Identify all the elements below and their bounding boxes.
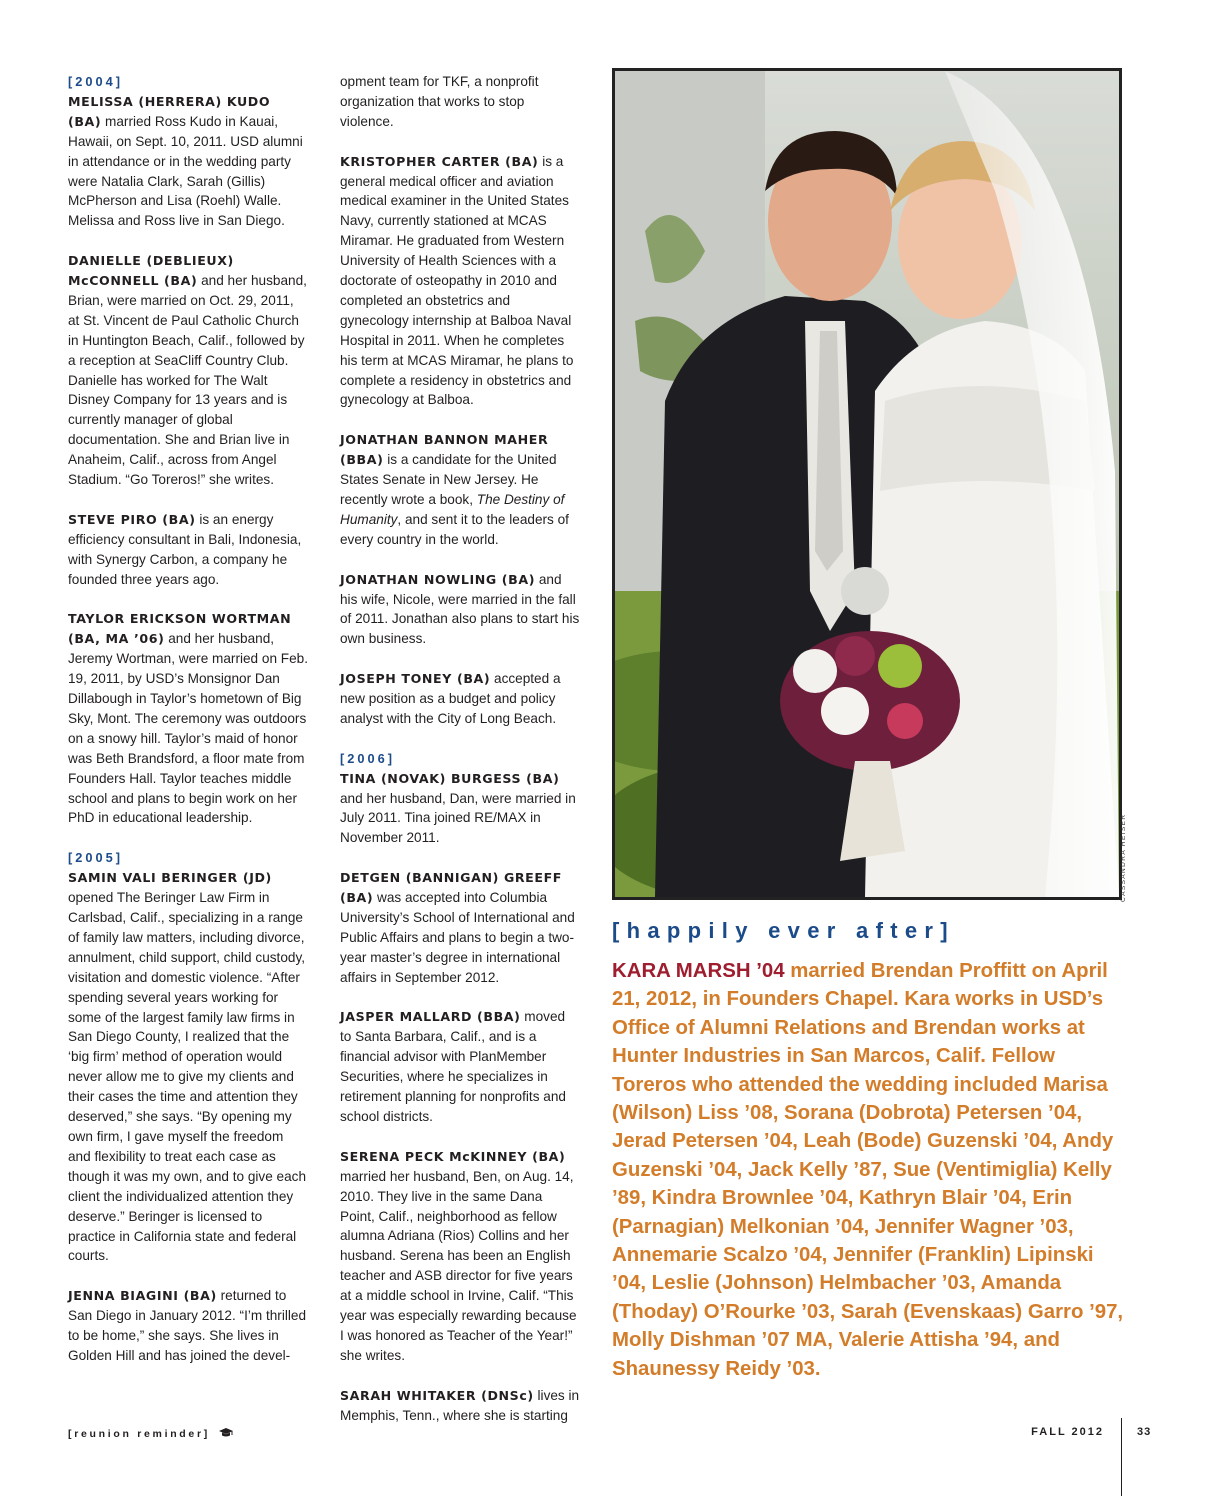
note-text: is an energy efficiency consultant in Bali, Indonesia, with Synergy Carbon, a company he founded three years ago. bbox=[68, 511, 302, 587]
feature-lead-name: KARA MARSH ’04 bbox=[612, 960, 785, 982]
class-year-heading: [2005] bbox=[68, 850, 123, 866]
class-note-entry bbox=[340, 430, 580, 549]
note-text: was accepted into Columbia University’s School of International and Public Affairs and plans to begin a two-year master’s degree in international affairs in September 2012. bbox=[340, 890, 575, 985]
note-text: and her husband, Brian, were married on Oct. 29, 2011, at St. Vincent de Paul Catholic Church in Huntington Beach, Calif., followed by a reception at SeaCliff Country Club. Danielle has worked for The Walt Disney Company for 13 years and is currently manager of global documentation. She and Brian live in Anaheim, Calif., across from Angel Stadium. “Go Toreros!” she writes. bbox=[68, 273, 307, 488]
class-note-entry bbox=[340, 749, 580, 849]
note-text: moved to Santa Barbara, Calif., and is a financial advisor with PlanMember Securities, where he specializes in retirement planning for nonprofits and school districts. bbox=[340, 1009, 566, 1125]
class-year-heading: [2004] bbox=[68, 74, 123, 89]
class-note-entry bbox=[340, 72, 580, 132]
footer-reunion-reminder bbox=[68, 1427, 234, 1441]
book-title: The Destiny of Humanity bbox=[340, 492, 565, 527]
column-middle bbox=[340, 72, 580, 1445]
alumni-name: TAYLOR ERICKSON WORTMAN (BA, MA ’06) bbox=[68, 611, 292, 647]
column-left bbox=[68, 72, 308, 1386]
note-text: married Ross Kudo in Kauai, Hawaii, on Sept. 10, 2011. USD alumni in attendance or in the wedding party were Natalia Clark, Sarah (Gillis) McPherson and Lisa (Roehl) Walle. Melissa and Ross live in San Diego. bbox=[68, 113, 303, 229]
class-note-entry bbox=[340, 152, 580, 411]
note-text: is a general medical officer and aviation medical examiner in the United States Navy, currently stationed at MCAS Miramar. He graduated from Western University of Health Sciences with a doctorate of osteopathy in 2010 and completed an obstetrics and gynecology internship at Balboa Naval Hospital in 2011. When he completes his term at MCAS Miramar, he plans to complete a residency in obstetrics and gynecology at Balboa. bbox=[340, 153, 574, 408]
class-note-entry bbox=[68, 848, 308, 1266]
note-text: and her husband, Dan, were married in July 2011. Tina joined RE/MAX in November 2011. bbox=[340, 790, 576, 846]
class-note-entry bbox=[340, 1007, 580, 1126]
alumni-name: DETGEN (BANNIGAN) GREEFF (BA) bbox=[340, 870, 562, 906]
alumni-name: TINA (NOVAK) BURGESS (BA) bbox=[340, 770, 560, 786]
class-note-entry bbox=[68, 1286, 308, 1366]
photo-credit: CASSANDRA HEISER bbox=[1120, 813, 1127, 902]
note-text: accepted a new position as a budget and policy analyst with the City of Long Beach. bbox=[340, 671, 561, 726]
class-note-entry bbox=[68, 510, 308, 590]
class-note-entry bbox=[68, 251, 308, 490]
alumni-name: JOSEPH TONEY (BA) bbox=[340, 671, 491, 687]
alumni-name: JASPER MALLARD (BBA) bbox=[340, 1009, 521, 1025]
alumni-name: MELISSA (HERRERA) KUDO (BA) bbox=[68, 93, 271, 129]
note-text: lives in Memphis, Tenn., where she is starting bbox=[340, 1387, 580, 1423]
alumni-name: DANIELLE (DEBLIEUX) McCONNELL (BA) bbox=[68, 253, 234, 289]
class-note-entry bbox=[68, 609, 308, 828]
feature-body: married Brendan Proffitt on April 21, 2012, in Founders Chapel. Kara works in USD’s Office of Alumni Relations and Brendan works at Hunter Industries in San Marcos, Calif. Fellow Toreros who attended the wedding included Marisa (Wilson) Liss ’08, Sorana (Dobrota) Petersen ’04, Jerad Petersen ’04, Leah (Bode) Guzenski ’04, Andy Guzenski ’04, Jack Kelly ’87, Sue (Ventimiglia) Kelly ’89, Kindra Brownlee ’04, Kathryn Blair ’04, Erin (Parnagian) Melkonian ’04, Jennifer Wagner ’03, Annemarie Scalzo ’04, Jennifer (Franklin) Lipinski ’04, Leslie (Johnson) Helmbacher ’03, Amanda (Thoday) O’Rourke ’03, Sarah (Evenskaas) Garro ’97, Molly Dishman ’07 MA, Valerie Attisha ’94, and Shaunessy Reidy ’03. bbox=[612, 960, 1124, 1380]
alumni-name: SERENA PECK McKINNEY (BA) bbox=[340, 1148, 566, 1164]
wedding-photo bbox=[612, 68, 1122, 900]
note-text: and her husband, Jeremy Wortman, were married on Feb. 19, 2011, by USD’s Monsignor Dan Dillabough in Taylor’s hometown of Big Sky, Mont. The ceremony was outdoors on a snowy hill. Taylor’s maid of honor was Beth Brandsford, a floor mate from Founders Hall. Taylor teaches middle school and plans to begin work on her PhD in educational leadership. bbox=[68, 631, 308, 826]
feature-heading: [happily ever after] bbox=[612, 918, 955, 943]
feature-story bbox=[612, 957, 1127, 1383]
footer-left-label: [reunion reminder] bbox=[68, 1427, 210, 1440]
alumni-name: KRISTOPHER CARTER (BA) bbox=[340, 153, 539, 169]
page-number: 33 bbox=[1137, 1426, 1152, 1438]
class-note-entry bbox=[340, 1386, 580, 1426]
footer-divider bbox=[1121, 1418, 1122, 1496]
alumni-name: STEVE PIRO (BA) bbox=[68, 511, 196, 527]
class-note-entry bbox=[340, 868, 580, 987]
note-text: is a candidate for the United States Senate in New Jersey. He recently wrote a book, bbox=[340, 452, 557, 507]
footer-issue: FALL 2012 bbox=[1031, 1426, 1104, 1438]
alumni-name: JENNA BIAGINI (BA) bbox=[68, 1288, 217, 1304]
note-text: returned to San Diego in January 2012. “I’m thrilled to be home,” she says. She lives in Golden Hill and has joined the devel- bbox=[68, 1288, 307, 1363]
note-text: , and sent it to the leaders of every country in the world. bbox=[340, 511, 569, 547]
class-note-entry bbox=[340, 570, 580, 650]
alumni-name: JONATHAN BANNON MAHER (BBA) bbox=[340, 432, 549, 468]
note-text: opened The Beringer Law Firm in Carlsbad, Calif., specializing in a range of family law matters, including divorce, annulment, child support, child custody, visitation and domestic violence. “After spending several years working for some of the largest family law firms in San Diego County, I realized that the ‘big firm’ method of operation would never allow me to give my clients and their cases the time and attention they deserved,” she says. “By opening my own firm, I gave myself the freedom and flexibility to treat each case as though it was my own, and to give each client the individualized attention they deserve.” Beringer is licensed to practice in California state and federal courts. bbox=[68, 890, 307, 1264]
note-text: and his wife, Nicole, were married in the fall of 2011. Jonathan also plans to start his own business. bbox=[340, 571, 580, 647]
class-note-entry bbox=[340, 669, 580, 729]
alumni-name: SAMIN VALI BERINGER (JD) bbox=[68, 870, 272, 886]
alumni-name: SARAH WHITAKER (DNSc) bbox=[340, 1387, 534, 1403]
note-text: married her husband, Ben, on Aug. 14, 2010. They live in the same Dana Point, Calif., neighborhood as fellow alumna Adriana (Rios) Collins and her husband. Serena has been an English teacher and ASB director for five years at a middle school in Irvine, Calif. “This year was especially rewarding because I was honored as Teacher of the Year!” she writes. bbox=[340, 1168, 577, 1363]
note-text: opment team for TKF, a nonprofit organization that works to stop violence. bbox=[340, 74, 539, 129]
class-note-entry bbox=[340, 1147, 580, 1366]
class-year-heading: [2006] bbox=[340, 750, 395, 766]
graduation-cap-icon bbox=[218, 1427, 234, 1441]
alumni-name: JONATHAN NOWLING (BA) bbox=[340, 571, 536, 587]
class-note-entry bbox=[68, 72, 308, 231]
